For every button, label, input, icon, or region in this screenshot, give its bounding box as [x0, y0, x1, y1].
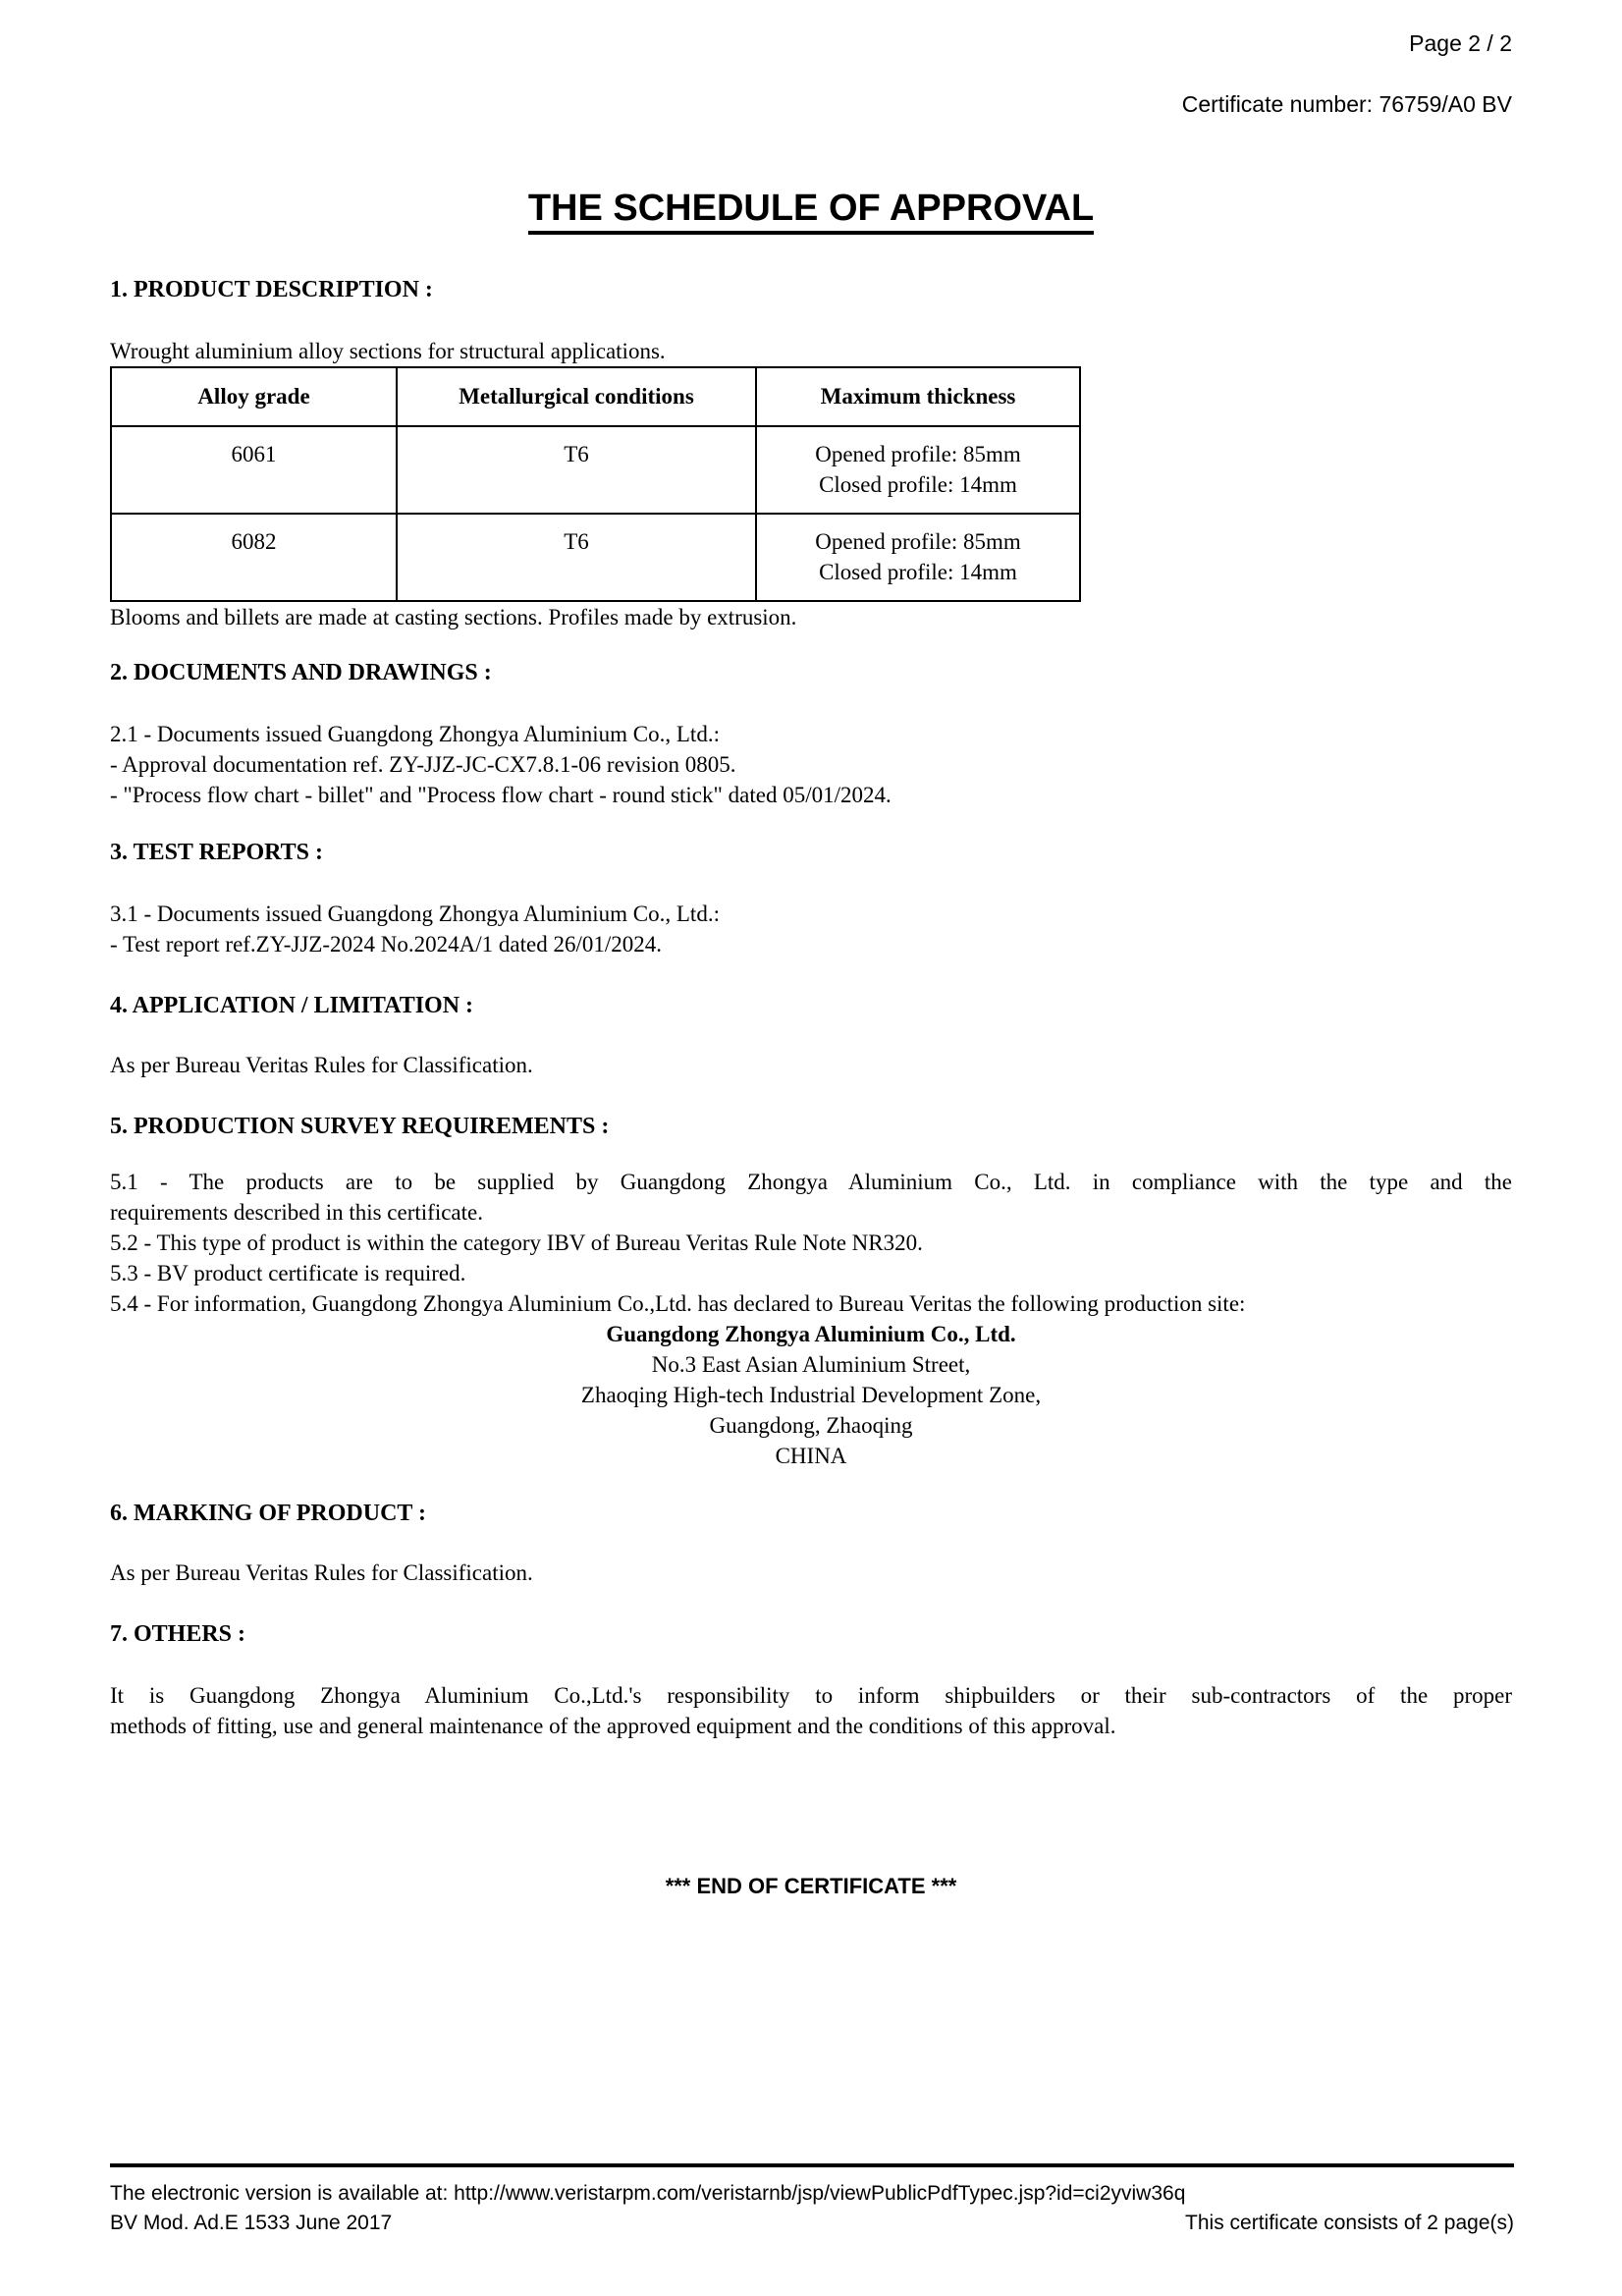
- marking-of-product-body: As per Bureau Veritas Rules for Classification.: [110, 1560, 533, 1585]
- section-5-heading: 5. PRODUCTION SURVEY REQUIREMENTS :: [110, 1114, 610, 1139]
- metallurgical-condition-cell: T6: [397, 514, 756, 601]
- production-site-street: No.3 East Asian Aluminium Street,: [651, 1352, 971, 1377]
- section-6-heading: 6. MARKING OF PRODUCT :: [110, 1501, 426, 1526]
- certificate-number: Certificate number: 76759/A0 BV: [1181, 91, 1512, 117]
- section-3-heading: 3. TEST REPORTS :: [110, 840, 324, 865]
- column-header-maximum-thickness: Maximum thickness: [756, 367, 1080, 426]
- test-reports-issuer-line: 3.1 - Documents issued Guangdong Zhongya Aluminium Co., Ltd.:: [110, 902, 720, 926]
- footer-divider: [110, 2163, 1514, 2167]
- alloy-table: [110, 366, 1081, 602]
- others-body-line1: It is Guangdong Zhongya Aluminium Co.,Ltd.'s responsibility to inform shipbuilders or their sub-contractors of the proper: [110, 1683, 1512, 1708]
- thickness-opened-profile: Opened profile: 85mm: [815, 442, 1021, 466]
- column-header-alloy-grade: Alloy grade: [111, 367, 397, 426]
- thickness-closed-profile: Closed profile: 14mm: [819, 472, 1017, 497]
- page-number: Page 2 / 2: [1409, 30, 1512, 56]
- electronic-version-note: The electronic version is available at: http://www.veristarpm.com/veristarnb/jsp/viewPublicPdfTypec.jsp?id=ci2yviw36q: [110, 2182, 1186, 2205]
- production-site-block: [110, 1319, 1512, 1471]
- table-row: [111, 426, 1080, 514]
- document-title: THE SCHEDULE OF APPROVAL: [528, 189, 1094, 235]
- page-footer: [110, 2163, 1514, 2236]
- requirement-5-2: 5.2 - This type of product is within the category IBV of Bureau Veritas Rule Note NR320.: [110, 1230, 923, 1255]
- section-5-body: [110, 1167, 1512, 1471]
- maximum-thickness-cell: [756, 514, 1080, 601]
- alloy-table-header-row: [111, 367, 1080, 426]
- section-7-body: [110, 1680, 1512, 1741]
- test-report-ref-line: - Test report ref.ZY-JJZ-2024 No.2024A/1 dated 26/01/2024.: [110, 932, 663, 957]
- section-2-heading: 2. DOCUMENTS AND DRAWINGS :: [110, 660, 492, 685]
- requirement-5-1-line2: requirements described in this certificate.: [110, 1200, 483, 1225]
- section-4-heading: 4. APPLICATION / LIMITATION :: [110, 993, 474, 1018]
- thickness-closed-profile: Closed profile: 14mm: [819, 560, 1017, 584]
- product-description-intro: Wrought aluminium alloy sections for structural applications.: [110, 339, 666, 363]
- process-flow-chart-line: - "Process flow chart - billet" and "Process flow chart - round stick" dated 05/01/2024.: [110, 783, 892, 807]
- section-2-body: [110, 719, 1512, 810]
- production-site-zone: Zhaoqing High-tech Industrial Development Zone,: [580, 1383, 1042, 1407]
- alloy-grade-cell: 6061: [111, 426, 397, 514]
- requirement-5-4: 5.4 - For information, Guangdong Zhongya Aluminium Co.,Ltd. has declared to Bureau Veritas the following production site:: [110, 1291, 1246, 1316]
- page-count-note: This certificate consists of 2 page(s): [1185, 2212, 1514, 2234]
- end-of-certificate-marker: *** END OF CERTIFICATE ***: [665, 1874, 957, 1898]
- alloy-grade-cell: 6082: [111, 514, 397, 601]
- footer-meta-row: [110, 2211, 1514, 2236]
- section-1-heading: 1. PRODUCT DESCRIPTION :: [110, 277, 433, 302]
- documents-issuer-line: 2.1 - Documents issued Guangdong Zhongya Aluminium Co., Ltd.:: [110, 722, 720, 746]
- metallurgical-condition-cell: T6: [397, 426, 756, 514]
- section-7-heading: 7. OTHERS :: [110, 1621, 246, 1647]
- production-site-city: Guangdong, Zhaoqing: [709, 1413, 913, 1438]
- application-limitation-body: As per Bureau Veritas Rules for Classification.: [110, 1053, 533, 1077]
- form-reference: BV Mod. Ad.E 1533 June 2017: [110, 2212, 393, 2234]
- column-header-metallurgical-conditions: Metallurgical conditions: [397, 367, 756, 426]
- table-note: Blooms and billets are made at casting sections. Profiles made by extrusion.: [110, 605, 797, 629]
- production-site-country: CHINA: [775, 1444, 847, 1468]
- maximum-thickness-cell: [756, 426, 1080, 514]
- requirement-5-3: 5.3 - BV product certificate is required.: [110, 1261, 466, 1285]
- title-row: [110, 189, 1512, 238]
- approval-documentation-line: - Approval documentation ref. ZY-JJZ-JC-CX7.8.1-06 revision 0805.: [110, 752, 736, 777]
- thickness-opened-profile: Opened profile: 85mm: [815, 529, 1021, 554]
- others-body-line2: methods of fitting, use and general maintenance of the approved equipment and the conditions of this approval.: [110, 1714, 1116, 1738]
- table-row: [111, 514, 1080, 601]
- production-site-name: Guangdong Zhongya Aluminium Co., Ltd.: [606, 1322, 1016, 1346]
- section-3-body: [110, 899, 1512, 959]
- requirement-5-1-line1: 5.1 - The products are to be supplied by Guangdong Zhongya Aluminium Co., Ltd. in compliance with the type and the: [110, 1170, 1512, 1194]
